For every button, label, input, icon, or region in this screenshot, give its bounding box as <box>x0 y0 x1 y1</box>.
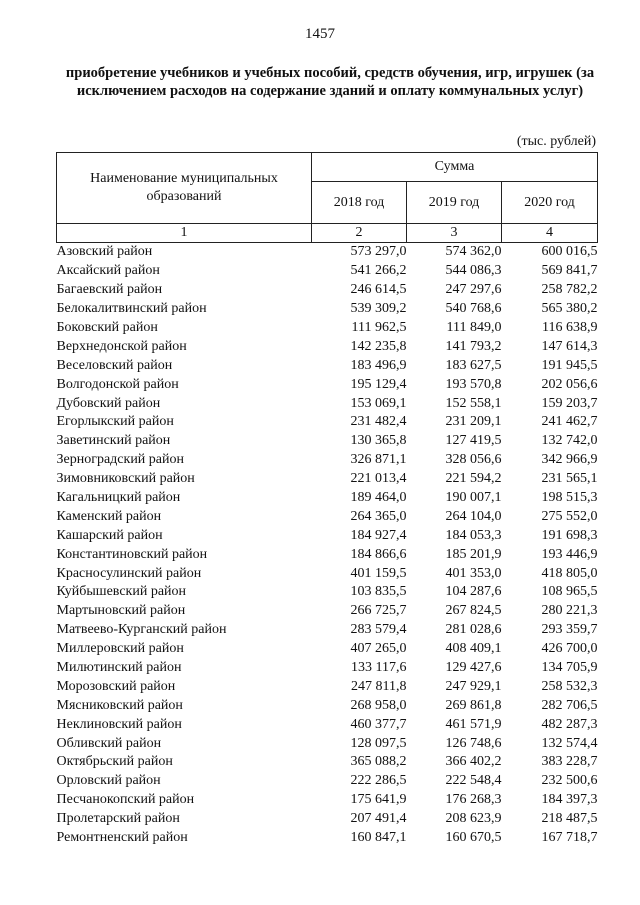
value-2019: 104 287,6 <box>445 584 502 600</box>
table-row <box>57 810 598 829</box>
value-2018: 365 088,2 <box>350 754 407 770</box>
table-row <box>57 696 598 715</box>
value-2018: 541 266,2 <box>350 263 407 279</box>
table-row <box>57 300 598 319</box>
value-2020: 132 742,0 <box>541 433 598 449</box>
value-2019: 221 594,2 <box>445 471 502 487</box>
table-row <box>57 243 598 262</box>
municipality-name: Егорлыкский район <box>56 414 174 430</box>
value-2018: 460 377,7 <box>350 716 407 732</box>
value-2019: 222 548,4 <box>445 773 502 789</box>
value-2018: 128 097,5 <box>350 735 407 751</box>
page-number: 1457 <box>305 26 335 42</box>
value-2019: 126 748,6 <box>445 735 502 751</box>
municipality-name: Куйбышевский район <box>56 584 187 600</box>
municipality-name: Ремонтненский район <box>56 830 188 846</box>
budget-table <box>56 152 598 848</box>
table-row <box>57 432 598 451</box>
value-2019: 111 849,0 <box>446 320 502 335</box>
municipality-name: Веселовский район <box>56 357 173 373</box>
value-2019: 281 028,6 <box>445 622 502 638</box>
table-row <box>57 753 598 772</box>
value-2020: 275 552,0 <box>541 508 598 524</box>
column-number: 2 <box>312 224 407 243</box>
unit-note: (тыс. рублей) <box>516 134 596 149</box>
table-row <box>57 451 598 470</box>
table-row <box>57 772 598 791</box>
value-2018: 189 464,0 <box>350 490 407 506</box>
value-2019: 540 768,6 <box>445 301 502 317</box>
value-2018: 184 866,6 <box>350 546 407 562</box>
value-2020: 232 500,6 <box>541 773 598 789</box>
header-year-2020: 2020 год <box>502 182 598 224</box>
municipality-name: Мартыновский район <box>56 603 186 619</box>
table-row <box>57 583 598 602</box>
municipality-name: Красносулинский район <box>56 565 202 581</box>
municipality-name: Константиновский район <box>56 546 208 562</box>
header-sum: Сумма <box>312 153 598 182</box>
value-2019: 160 670,5 <box>445 830 502 846</box>
value-2020: 293 359,7 <box>541 622 598 638</box>
municipality-name: Верхнедонской район <box>56 338 187 354</box>
table-row <box>57 356 598 375</box>
value-2020: 147 614,3 <box>541 338 598 354</box>
value-2018: 222 286,5 <box>350 773 407 789</box>
municipality-name: Октябрьский район <box>56 754 173 770</box>
value-2019: 185 201,9 <box>445 546 502 562</box>
table-row <box>57 375 598 394</box>
value-2019: 461 571,9 <box>445 716 502 732</box>
value-2020: 134 705,9 <box>541 660 598 676</box>
value-2019: 366 402,2 <box>445 754 502 770</box>
value-2020: 258 782,2 <box>541 282 598 298</box>
value-2019: 176 268,3 <box>445 792 502 808</box>
value-2019: 401 353,0 <box>445 565 502 581</box>
value-2019: 129 427,6 <box>445 660 502 676</box>
municipality-name: Орловский район <box>56 773 161 789</box>
value-2019: 127 419,5 <box>445 433 502 449</box>
table-row <box>57 470 598 489</box>
value-2019: 408 409,1 <box>445 641 502 657</box>
table-row <box>57 791 598 810</box>
value-2019: 328 056,6 <box>445 452 502 468</box>
value-2018: 207 491,4 <box>350 811 407 827</box>
value-2020: 198 515,3 <box>541 490 598 506</box>
table-row <box>57 545 598 564</box>
header-year-2019: 2019 год <box>407 182 502 224</box>
value-2019: 152 558,1 <box>445 395 502 411</box>
value-2020: 569 841,7 <box>541 263 598 279</box>
table-row <box>57 734 598 753</box>
value-2020: 241 462,7 <box>541 414 598 430</box>
value-2018: 539 309,2 <box>350 301 407 317</box>
table-row <box>57 829 598 848</box>
value-2019: 190 007,1 <box>445 490 502 506</box>
municipality-name: Белокалитвинский район <box>56 301 207 317</box>
value-2019: 208 623,9 <box>445 811 502 827</box>
table-row <box>57 262 598 281</box>
value-2020: 426 700,0 <box>541 641 598 657</box>
municipality-name: Мясниковский район <box>56 697 183 713</box>
municipality-name: Аксайский район <box>56 263 160 279</box>
value-2018: 111 962,5 <box>351 320 407 335</box>
value-2018: 160 847,1 <box>350 830 407 846</box>
value-2020: 159 203,7 <box>541 395 598 411</box>
table-row <box>57 394 598 413</box>
value-2020: 342 966,9 <box>541 452 598 468</box>
municipality-name: Пролетарский район <box>56 811 180 827</box>
value-2018: 130 365,8 <box>350 433 407 449</box>
table-row <box>57 507 598 526</box>
table-row <box>57 715 598 734</box>
value-2018: 175 641,9 <box>350 792 407 808</box>
municipality-name: Азовский район <box>56 244 153 260</box>
value-2018: 401 159,5 <box>350 565 407 581</box>
value-2018: 195 129,4 <box>350 376 407 392</box>
value-2019: 247 929,1 <box>445 678 502 694</box>
municipality-name: Кагальницкий район <box>56 490 181 506</box>
column-number: 1 <box>57 224 312 243</box>
value-2019: 267 824,5 <box>445 603 502 619</box>
value-2020: 191 698,3 <box>541 527 598 543</box>
table-row <box>57 413 598 432</box>
value-2020: 193 446,9 <box>541 546 598 562</box>
value-2018: 283 579,4 <box>350 622 407 638</box>
value-2020: 108 965,5 <box>541 584 598 600</box>
value-2019: 193 570,8 <box>445 376 502 392</box>
value-2018: 231 482,4 <box>350 414 407 430</box>
table-body <box>57 243 598 848</box>
value-2018: 326 871,1 <box>350 452 407 468</box>
value-2020: 383 228,7 <box>541 754 598 770</box>
table-row <box>57 489 598 508</box>
value-2020: 482 287,3 <box>541 716 598 732</box>
municipality-name: Неклиновский район <box>56 716 182 732</box>
municipality-name: Боковский район <box>56 320 158 335</box>
value-2018: 221 013,4 <box>350 471 407 487</box>
table-row <box>57 564 598 583</box>
value-2018: 183 496,9 <box>350 357 407 373</box>
table-row <box>57 337 598 356</box>
value-2019: 544 086,3 <box>445 263 502 279</box>
municipality-name: Кашарский район <box>56 527 163 543</box>
municipality-name: Обливский район <box>56 735 162 751</box>
value-2019: 269 861,8 <box>445 697 502 713</box>
municipality-name: Миллеровский район <box>56 641 184 657</box>
value-2018: 266 725,7 <box>350 603 407 619</box>
value-2018: 133 117,6 <box>351 660 407 676</box>
table-row <box>57 319 598 338</box>
value-2018: 247 811,8 <box>351 678 407 694</box>
column-number: 3 <box>407 224 502 243</box>
value-2018: 153 069,1 <box>350 395 407 411</box>
municipality-name: Заветинский район <box>56 433 171 449</box>
table-row <box>57 621 598 640</box>
value-2018: 268 958,0 <box>350 697 407 713</box>
municipality-name: Милютинский район <box>56 660 182 676</box>
municipality-name: Багаевский район <box>56 282 163 298</box>
value-2020: 282 706,5 <box>541 697 598 713</box>
value-2019: 184 053,3 <box>445 527 502 543</box>
value-2020: 218 487,5 <box>541 811 598 827</box>
municipality-name: Дубовский район <box>56 395 161 411</box>
value-2019: 247 297,6 <box>445 282 502 298</box>
value-2020: 231 565,1 <box>541 471 598 487</box>
municipality-name: Песчанокопский район <box>56 792 195 808</box>
value-2020: 565 380,2 <box>541 301 598 317</box>
value-2019: 231 209,1 <box>445 414 502 430</box>
value-2018: 264 365,0 <box>350 508 407 524</box>
value-2018: 184 927,4 <box>350 527 407 543</box>
value-2018: 103 835,5 <box>350 584 407 600</box>
value-2019: 183 627,5 <box>445 357 502 373</box>
value-2020: 258 532,3 <box>541 678 598 694</box>
municipality-name: Каменский район <box>56 508 162 524</box>
municipality-name: Волгодонской район <box>56 376 179 392</box>
table-row <box>57 602 598 621</box>
value-2018: 573 297,0 <box>350 244 407 260</box>
value-2020: 600 016,5 <box>541 244 598 260</box>
value-2020: 167 718,7 <box>541 830 598 846</box>
table-row <box>57 659 598 678</box>
value-2018: 246 614,5 <box>350 282 407 298</box>
table-row <box>57 281 598 300</box>
value-2020: 184 397,3 <box>541 792 598 808</box>
document-title: приобретение учебников и учебных пособий, средств обучения, игр, игрушек (за исключением расходов на содержание зданий и оплату коммунальных услуг) <box>65 65 595 99</box>
value-2020: 132 574,4 <box>541 735 598 751</box>
table-row <box>57 677 598 696</box>
header-municipality: Наименование муниципальных образований <box>57 153 312 224</box>
value-2020: 280 221,3 <box>541 603 598 619</box>
value-2018: 142 235,8 <box>350 338 407 354</box>
municipality-name: Зерноградский район <box>56 452 184 468</box>
value-2018: 407 265,0 <box>350 641 407 657</box>
municipality-name: Морозовский район <box>56 678 176 694</box>
value-2020: 418 805,0 <box>541 565 598 581</box>
municipality-name: Зимовниковский район <box>56 471 195 487</box>
value-2020: 191 945,5 <box>541 357 598 373</box>
value-2019: 141 793,2 <box>445 338 502 354</box>
header-year-2018: 2018 год <box>312 182 407 224</box>
table-row <box>57 640 598 659</box>
column-number: 4 <box>502 224 598 243</box>
municipality-name: Матвеево-Курганский район <box>56 622 227 638</box>
table-row <box>57 526 598 545</box>
value-2020: 116 638,9 <box>542 320 598 335</box>
value-2019: 574 362,0 <box>445 244 502 260</box>
value-2020: 202 056,6 <box>541 376 598 392</box>
value-2019: 264 104,0 <box>445 508 502 524</box>
